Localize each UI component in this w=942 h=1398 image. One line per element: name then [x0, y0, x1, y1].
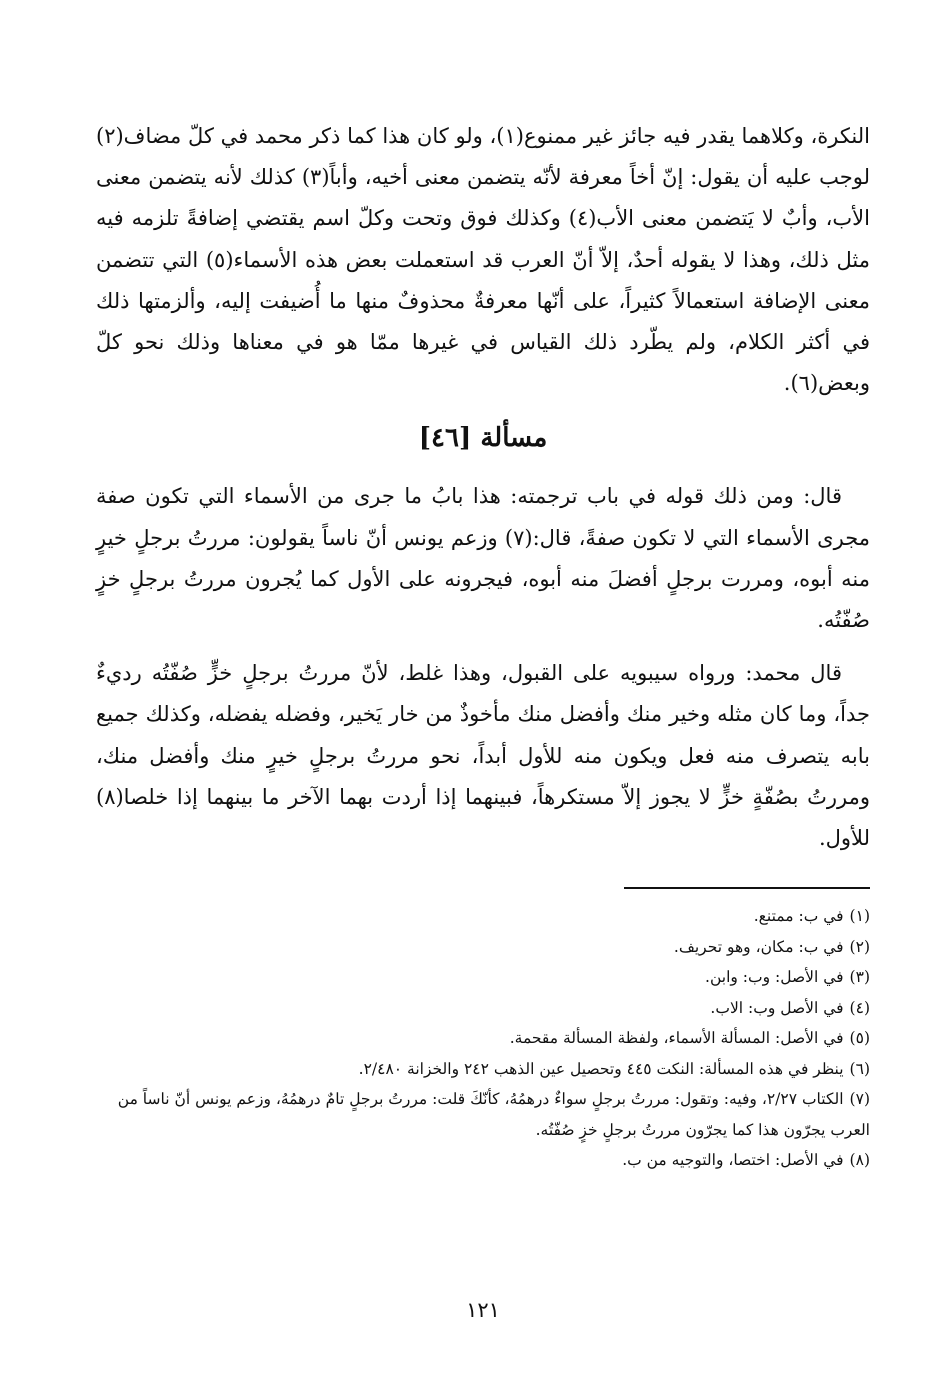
- footnote-text: في الأصل: وب: وابن.: [705, 968, 844, 987]
- footnote: [96, 962, 870, 993]
- footnote-text: في ب: مكان، وهو تحريف.: [673, 937, 844, 956]
- footnote: [96, 1084, 870, 1145]
- footnote-text: الكتاب ٢/٢٧، وفيه: وتقول: مررتُ برجلٍ سواءٌ درهمُهُ، كأنّكَ قلت: مررتُ برجلٍ تامٌ درهمُهُ، وزعم يونس أنّ ناساً من العرب يجرّون هذا كما يجرّون مررتُ برجلٍ خزٍ صُفّتُه.: [117, 1090, 870, 1139]
- page-body: [96, 116, 870, 1356]
- footnote: [96, 901, 870, 932]
- paragraph-1: النكرة، وكلاهما يقدر فيه جائز غير ممنوع(١)، ولو كان هذا كما ذكر محمد في كلّ مضاف(٢) لوجب عليه أن يقول: إنّ أخاً معرفة لأنّه يتضمن معنى أخيه، وأباً(٣) كذلك لأنه يتضمن معنى الأب، وأبٌ لا يَتضمن معنى الأب(٤) وكذلك فوق وتحت وكلّ اسم يقتضي إضافةً تلزمه فيه مثل ذلك، وهذا لا يقوله أحدٌ، إلاّ أنّ العرب قد استعملت بعض هذه الأسماء(٥) التي تتضمن معنى الإضافة استعمالاً كثيراً، على أنّها معرفةٌ محذوفٌ منها ما أُضيفت إليه، وألزمتها ذلك في أكثر الكلام، ولم يطّرد ذلك القياس في غيرها ممّا هو في معناها وذلك نحو كلّ وبعض(٦).: [96, 124, 871, 396]
- heading-word: مسألة: [480, 423, 548, 454]
- footnote-number: (٦): [849, 1059, 870, 1078]
- footnote: [96, 993, 870, 1024]
- footnote: [96, 1054, 870, 1085]
- footnote-text: في الأصل وب: الاب.: [710, 998, 844, 1017]
- page-number: ١٢١: [466, 1298, 500, 1322]
- footnote: [96, 932, 870, 963]
- footnote-number: (٨): [849, 1151, 870, 1170]
- footnote-number: (٢): [849, 937, 870, 956]
- footnote-number: (٣): [849, 968, 870, 987]
- footnote-text: ينظر في هذه المسألة: النكت ٤٤٥ وتحصيل عين الذهب ٢٤٢ والخزانة ٢/٤٨٠.: [358, 1059, 844, 1078]
- footnote-number: (٥): [849, 1029, 870, 1048]
- paragraph-3: قال محمد: ورواه سيبويه على القبول، وهذا غلط، لأنّ مررتُ برجلٍ خزٍّ صُفّتُه رديءٌ جداً، وما كان مثله وخير منك وأفضل منك مأخوذٌ من خار يَخير، وفضله يفضله، وكذلك جميع بابه يتصرف منه فعل ويكون منه للأول أبداً، نحو مررتُ برجلٍ خيرٍ منك وأفضل منك، ومررتُ بصُفّةٍ خزٍّ لا يجوز إلاّ مستكرهاً، فبينهما إذا أردت بهما الآخر ما بينهما إذا خلصا(٨) للأول.: [96, 661, 870, 851]
- footnotes-list: [96, 901, 870, 1176]
- footnote: [96, 1145, 870, 1176]
- footnote-number: (٧): [849, 1090, 870, 1109]
- footnote-number: (١): [849, 907, 870, 926]
- footnote-divider: [624, 887, 870, 889]
- section-heading: [96, 418, 870, 458]
- heading-number: [٤٦]: [418, 423, 472, 454]
- footnote: [96, 1023, 870, 1054]
- footnote-text: في ب: ممتنع.: [753, 907, 844, 926]
- footnote-text: في الأصل: المسألة الأسماء، ولفظة المسألة مقحمة.: [509, 1029, 844, 1048]
- paragraph-2: قال: ومن ذلك قوله في باب ترجمته: هذا بابُ ما جرى من الأسماء التي تكون صفة مجرى الأسماء التي لا تكون صفةً، قال:(٧) وزعم يونس أنّ ناساً يقولون: مررتُ برجلٍ خيرٍ منه أبوه، ومررت برجلٍ أفضلَ منه أبوه، فيجرونه على الأول كما يُجرون مررتُ برجلٍ خزٍ صُفّتُه.: [96, 484, 870, 633]
- footnote-text: في الأصل: اختصا، والتوجيه من ب.: [622, 1151, 844, 1170]
- footnote-number: (٤): [849, 998, 870, 1017]
